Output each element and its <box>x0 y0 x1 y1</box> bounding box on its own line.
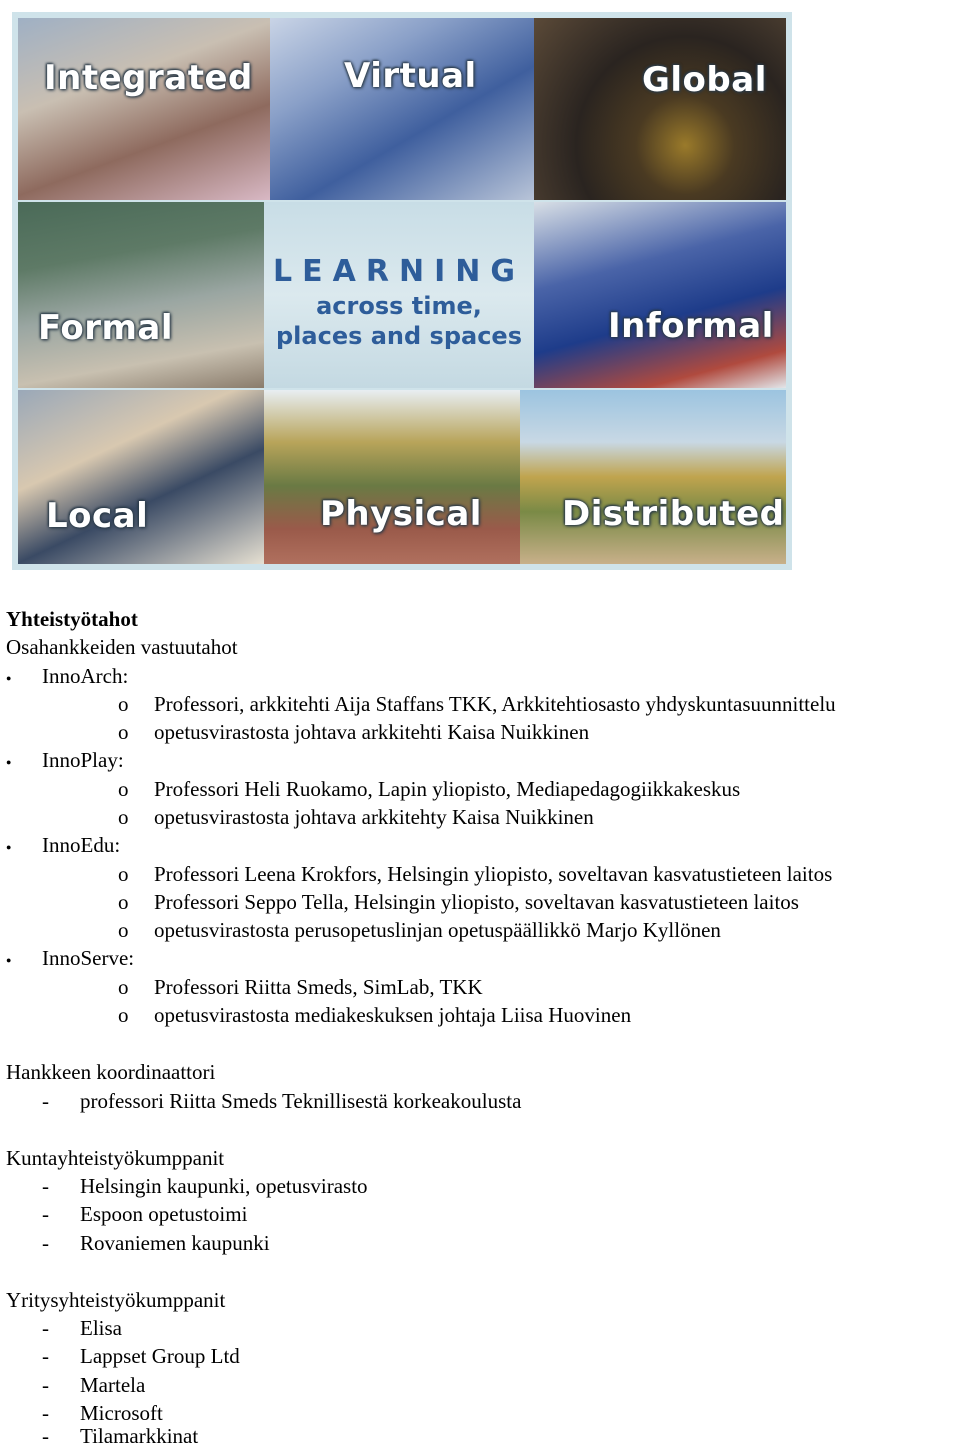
collage-tile-distributed <box>520 390 786 564</box>
list-item: Elisa <box>80 1316 122 1340</box>
sub-marker: o <box>118 918 129 942</box>
dash-marker: - <box>42 1373 49 1397</box>
list-item: professori Riitta Smeds Teknillisestä korkeakoulusta <box>80 1089 522 1113</box>
sub-marker: o <box>118 692 129 716</box>
dash-marker: - <box>42 1401 49 1425</box>
dash-marker: - <box>42 1174 49 1198</box>
collage-tile-center <box>264 202 534 388</box>
list-item: Martela <box>80 1373 146 1397</box>
subproject-innoserve: InnoServe: <box>42 946 135 970</box>
list-item: Lappset Group Ltd <box>80 1344 240 1368</box>
sub-marker: o <box>118 1003 129 1027</box>
subproject-innoplay: InnoPlay: <box>42 748 124 772</box>
dash-marker: - <box>42 1344 49 1368</box>
center-subtitle-1: across time, <box>316 292 482 320</box>
bullet-icon: ● <box>6 955 12 965</box>
list-item: Microsoft <box>80 1401 163 1425</box>
label-distributed: Distributed <box>562 494 785 534</box>
sub-marker: o <box>118 862 129 886</box>
bullet-icon: ● <box>6 673 12 683</box>
learning-collage-image <box>12 12 792 570</box>
bullet-icon: ● <box>6 842 12 852</box>
label-local: Local <box>46 496 149 536</box>
collage-tile-physical <box>264 390 520 564</box>
collage-tile-informal <box>534 202 786 388</box>
list-item: opetusvirastosta johtava arkkitehty Kaisa Nuikkinen <box>154 805 594 829</box>
dash-marker: - <box>42 1231 49 1255</box>
bullet-icon: ● <box>6 757 12 767</box>
sub-marker: o <box>118 975 129 999</box>
list-item: opetusvirastosta johtava arkkitehti Kaisa Nuikkinen <box>154 720 590 744</box>
dash-marker: - <box>42 1089 49 1113</box>
list-item: Espoon opetustoimi <box>80 1202 248 1226</box>
collage-tile-integrated <box>18 18 270 200</box>
corporate-heading: Yritysyhteistyökumppanit <box>6 1288 226 1312</box>
list-item: opetusvirastosta mediakeskuksen johtaja Liisa Huovinen <box>154 1003 632 1027</box>
list-item: Professori, arkkitehti Aija Staffans TKK, Arkkitehtiosasto yhdyskuntasuunnittelu <box>154 692 836 716</box>
dash-marker: - <box>42 1424 49 1448</box>
center-subtitle-2: places and spaces <box>275 322 522 350</box>
municipal-heading: Kuntayhteistyökumppanit <box>6 1146 225 1170</box>
sub-marker: o <box>118 890 129 914</box>
sub-marker: o <box>118 720 129 744</box>
collage-tile-global <box>534 18 786 200</box>
collage-tile-formal <box>18 202 264 388</box>
list-item: Professori Seppo Tella, Helsingin yliopisto, soveltavan kasvatustieteen laitos <box>154 890 799 914</box>
subproject-innoedu: InnoEdu: <box>42 833 121 857</box>
list-item: Helsingin kaupunki, opetusvirasto <box>80 1174 368 1198</box>
label-formal: Formal <box>38 308 173 348</box>
label-integrated: Integrated <box>44 58 253 98</box>
label-virtual: Virtual <box>344 56 477 96</box>
list-item: Professori Leena Krokfors, Helsingin yliopisto, soveltavan kasvatustieteen laitos <box>154 862 833 886</box>
list-item: opetusvirastosta perusopetuslinjan opetuspäällikkö Marjo Kyllönen <box>154 918 721 942</box>
coordinator-heading: Hankkeen koordinaattori <box>6 1060 216 1084</box>
label-global: Global <box>642 60 767 100</box>
dash-marker: - <box>42 1202 49 1226</box>
section-title: Yhteistyötahot <box>6 607 138 631</box>
section-subtitle: Osahankkeiden vastuutahot <box>6 635 238 659</box>
subproject-innoarch: InnoArch: <box>42 664 129 688</box>
list-item: Rovaniemen kaupunki <box>80 1231 270 1255</box>
sub-marker: o <box>118 805 129 829</box>
center-title: LEARNING <box>273 254 525 289</box>
collage-tile-local <box>18 390 264 564</box>
list-item: Professori Heli Ruokamo, Lapin yliopisto, Mediapedagogiikkakeskus <box>154 777 741 801</box>
collage-tile-virtual <box>270 18 534 200</box>
list-item: Tilamarkkinat <box>80 1424 199 1448</box>
label-informal: Informal <box>608 306 774 346</box>
dash-marker: - <box>42 1316 49 1340</box>
label-physical: Physical <box>320 494 482 534</box>
sub-marker: o <box>118 777 129 801</box>
list-item: Professori Riitta Smeds, SimLab, TKK <box>154 975 483 999</box>
